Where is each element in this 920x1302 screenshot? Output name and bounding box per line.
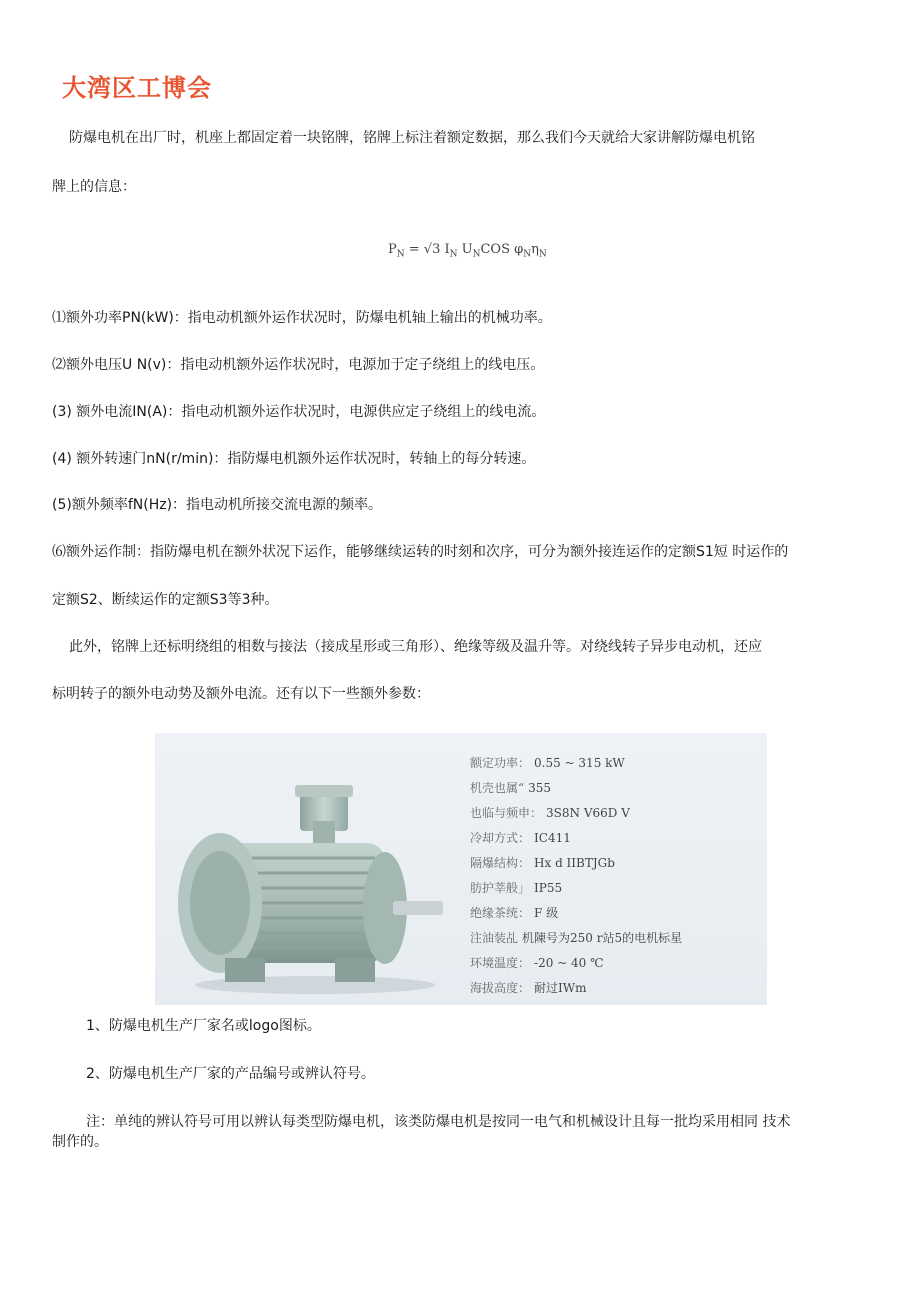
spec-label: 冷却方式： [470, 831, 531, 845]
item-rated-current: (3) 额外电流IN(A)：指电动机额外运作状况时，电源供应定子绕组上的线电流。 [52, 404, 546, 420]
spec-label: 隔爆结构： [470, 856, 531, 870]
spec-value: -20 ~ 40 ℃ [534, 956, 604, 970]
note-line-2: 制作的。 [52, 1134, 108, 1150]
spec-row [470, 876, 760, 901]
intro-line-2: 牌上的信息： [52, 179, 136, 195]
spec-row [470, 751, 760, 776]
formula-lhs: P [388, 242, 397, 257]
intro-line-1: 防爆电机在出厂时，机座上都固定着一块铭牌，铭牌上标注着额定数据，那么我们今天就给大家讲解防爆电机铭 [69, 130, 755, 146]
note-line-1: 注：单纯的辨认符号可用以辨认每类型防爆电机，该类防爆电机是按同一电气和机械设计且每一批均采用相同 技术 [86, 1114, 791, 1130]
nameplate-figure [155, 733, 767, 1005]
spec-label: 也临与频申： [470, 806, 543, 820]
formula-cos: COS φ [480, 242, 524, 257]
formula-phi-sub: N [523, 249, 532, 260]
formula-lhs-sub: N [396, 249, 405, 260]
page-title: 大湾区工博会 [62, 74, 212, 102]
spec-row [470, 776, 760, 801]
item-duty-type-line-1: ⑹额外运作制：指防爆电机在额外状况下运作，能够继续运转的时刻和次序，可分为额外接连运作的定额S1短 时运作的 [52, 544, 789, 560]
spec-row [470, 951, 760, 976]
spec-value: Hx d IIBTJGb [534, 856, 615, 870]
spec-value: 机陳号为250 r站5的电机标星 [522, 931, 683, 945]
formula-u: U [457, 242, 473, 257]
spec-row [470, 901, 760, 926]
spec-label: 额定功率： [470, 756, 531, 770]
extra-line-2: 标明转子的额外电动势及额外电流。还有以下一些额外参数： [52, 686, 430, 702]
spec-label: 注油装乩 [470, 931, 519, 945]
spec-row [470, 826, 760, 851]
spec-value: 耐过IWm [534, 981, 587, 995]
nameplate-specs [470, 751, 760, 1001]
formula-rhs: = √3 I [408, 242, 450, 257]
spec-label: 肪护莘般」 [470, 881, 531, 895]
item-rated-speed: (4) 额外转速门nN(r/min)：指防爆电机额外运作状况时，转轴上的每分转速。 [52, 451, 536, 467]
spec-value: F 级 [534, 906, 559, 920]
spec-value: 0.55 ~ 315 kW [534, 756, 625, 770]
list-item-2: 2、防爆电机生产厂家的产品编号或辨认符号。 [86, 1066, 375, 1082]
item-duty-type-line-2: 定额S2、断续运作的定额S3等3种。 [52, 592, 279, 608]
formula-eta: η [531, 242, 539, 257]
spec-label: 绝缘茶统： [470, 906, 531, 920]
formula-u-sub: N [472, 249, 481, 260]
formula-i-sub: N [449, 249, 458, 260]
spec-row [470, 976, 760, 1001]
item-rated-power: ⑴额外功率PN(kW)：指电动机额外运作状况时，防爆电机轴上输出的机械功率。 [52, 310, 552, 326]
spec-label: 海拔高度： [470, 981, 531, 995]
spec-row [470, 801, 760, 826]
extra-line-1: 此外，铭牌上还标明绕组的相数与接法（接成星形或三角形）、绝缘等级及温升等。对绕线转子异步电动机，还应 [69, 639, 762, 655]
formula-eta-sub: N [538, 249, 547, 260]
list-item-1: 1、防爆电机生产厂家名或logo图标。 [86, 1018, 321, 1034]
power-formula [388, 242, 547, 260]
spec-label: 环境温度： [470, 956, 531, 970]
spec-label: 机壳也属“ [470, 781, 525, 795]
spec-value: IC411 [534, 831, 571, 845]
motor-image [165, 773, 455, 998]
spec-value: 3S8N V66D V [546, 806, 630, 820]
spec-value: IP55 [534, 881, 563, 895]
spec-row [470, 851, 760, 876]
spec-value: 355 [528, 781, 552, 795]
item-rated-frequency: (5)额外频率fN(Hz)：指电动机所接交流电源的频率。 [52, 497, 383, 513]
item-rated-voltage: ⑵额外电压U N(v)：指电动机额外运作状况时，电源加于定子绕组上的线电压。 [52, 357, 545, 373]
spec-row [470, 926, 760, 951]
